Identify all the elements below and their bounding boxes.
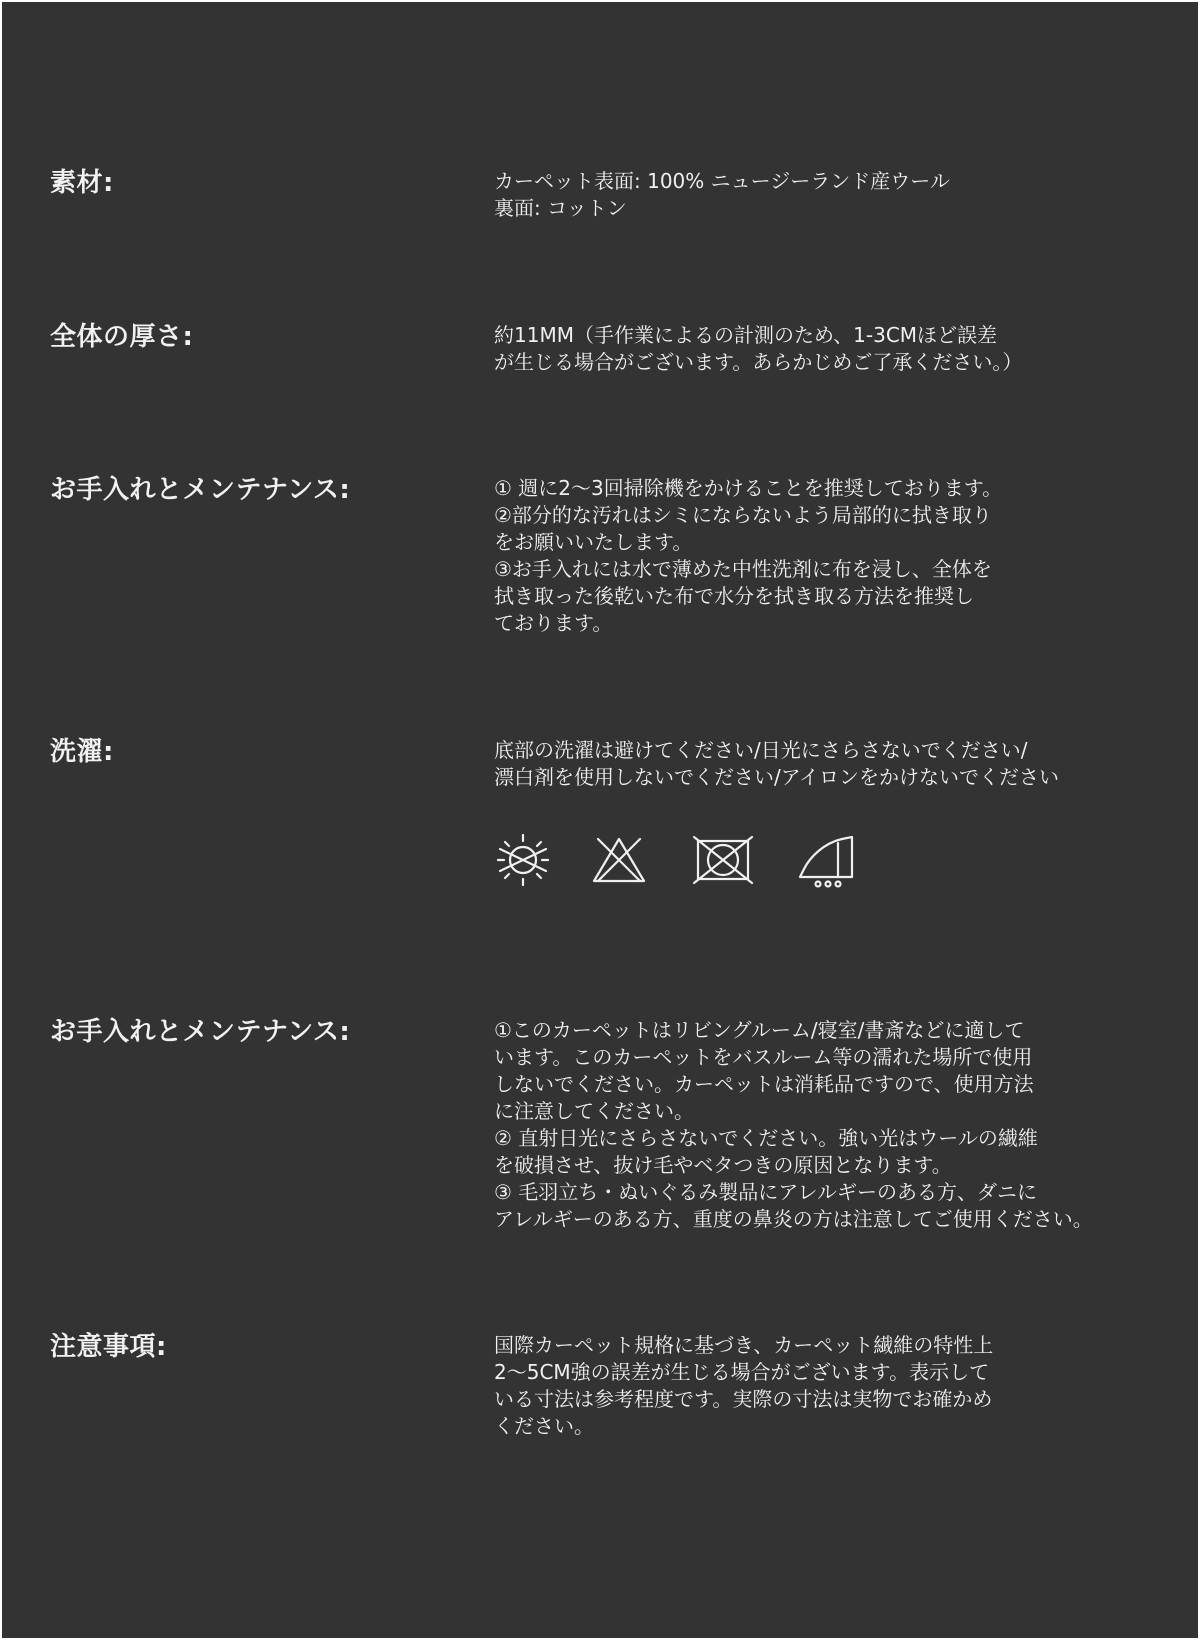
usage-line: に注意してください。 — [494, 1099, 694, 1123]
thickness-value — [494, 322, 1174, 376]
usage-line: アレルギーのある方、重度の鼻炎の方は注意してご使用ください。 — [494, 1207, 1093, 1231]
material-line: 裏面: コットン — [494, 196, 627, 220]
notes-line: ください。 — [494, 1414, 594, 1438]
washing-line: 漂白剤を使用しないでください/アイロンをかけないでください — [494, 765, 1059, 789]
notes-line: 国際カーペット規格に基づき、カーペット繊維の特性上 — [494, 1333, 994, 1357]
no-bleach-icon — [588, 829, 650, 891]
thickness-line: 約11MM（手作業によるの計測のため、1-3CMほど誤差 — [494, 323, 998, 347]
material-value — [494, 168, 1174, 222]
washing-label: 洗濯: — [50, 737, 114, 767]
usage-value — [494, 1017, 1174, 1233]
notes-label: 注意事項: — [50, 1332, 167, 1362]
washing-value — [494, 737, 1174, 791]
care-line: 拭き取った後乾いた布で水分を拭き取る方法を推奨し — [494, 584, 974, 608]
care-value — [494, 475, 1174, 637]
usage-line: ①このカーペットはリビングルーム/寝室/書斎などに適して — [494, 1018, 1025, 1042]
usage-line: を破損させ、抜け毛やベタつきの原因となります。 — [494, 1153, 952, 1177]
usage-line: います。このカーペットをバスルーム等の濡れた場所で使用 — [494, 1045, 1033, 1069]
usage-line: ③ 毛羽立ち・ぬいぐるみ製品にアレルギーのある方、ダニに — [494, 1180, 1037, 1204]
care-label: お手入れとメンテナンス: — [50, 475, 351, 505]
care-line: ております。 — [494, 611, 613, 635]
care-symbols — [492, 829, 892, 899]
notes-value — [494, 1332, 1174, 1440]
care-line: をお願いいたします。 — [494, 530, 693, 554]
washing-line: 底部の洗濯は避けてください/日光にさらさないでください/ — [494, 738, 1028, 762]
usage-label: お手入れとメンテナンス: — [50, 1017, 351, 1047]
no-sun-drying-icon — [492, 829, 554, 891]
usage-line: ② 直射日光にさらさないでください。強い光はウールの繊維 — [494, 1126, 1038, 1150]
care-line: ① 週に2〜3回掃除機をかけることを推奨しております。 — [494, 476, 1003, 500]
care-line: ②部分的な汚れはシミにならないよう局部的に拭き取り — [494, 503, 992, 527]
spec-panel — [2, 2, 1198, 1638]
thickness-label: 全体の厚さ: — [50, 322, 194, 352]
notes-line: いる寸法は参考程度です。実際の寸法は実物でお確かめ — [494, 1387, 993, 1411]
care-line: ③お手入れには水で薄めた中性洗剤に布を浸し、全体を — [494, 557, 992, 581]
thickness-line: が生じる場合がございます。あらかじめご了承ください。） — [494, 350, 1023, 374]
material-label: 素材: — [50, 168, 114, 198]
no-iron-icon — [794, 829, 860, 891]
no-tumble-dry-icon — [690, 829, 756, 891]
material-line: カーペット表面: 100% ニュージーランド産ウール — [494, 169, 950, 193]
usage-line: しないでください。カーペットは消耗品ですので、使用方法 — [494, 1072, 1034, 1096]
notes-line: 2〜5CM強の誤差が生じる場合がございます。表示して — [494, 1360, 990, 1384]
